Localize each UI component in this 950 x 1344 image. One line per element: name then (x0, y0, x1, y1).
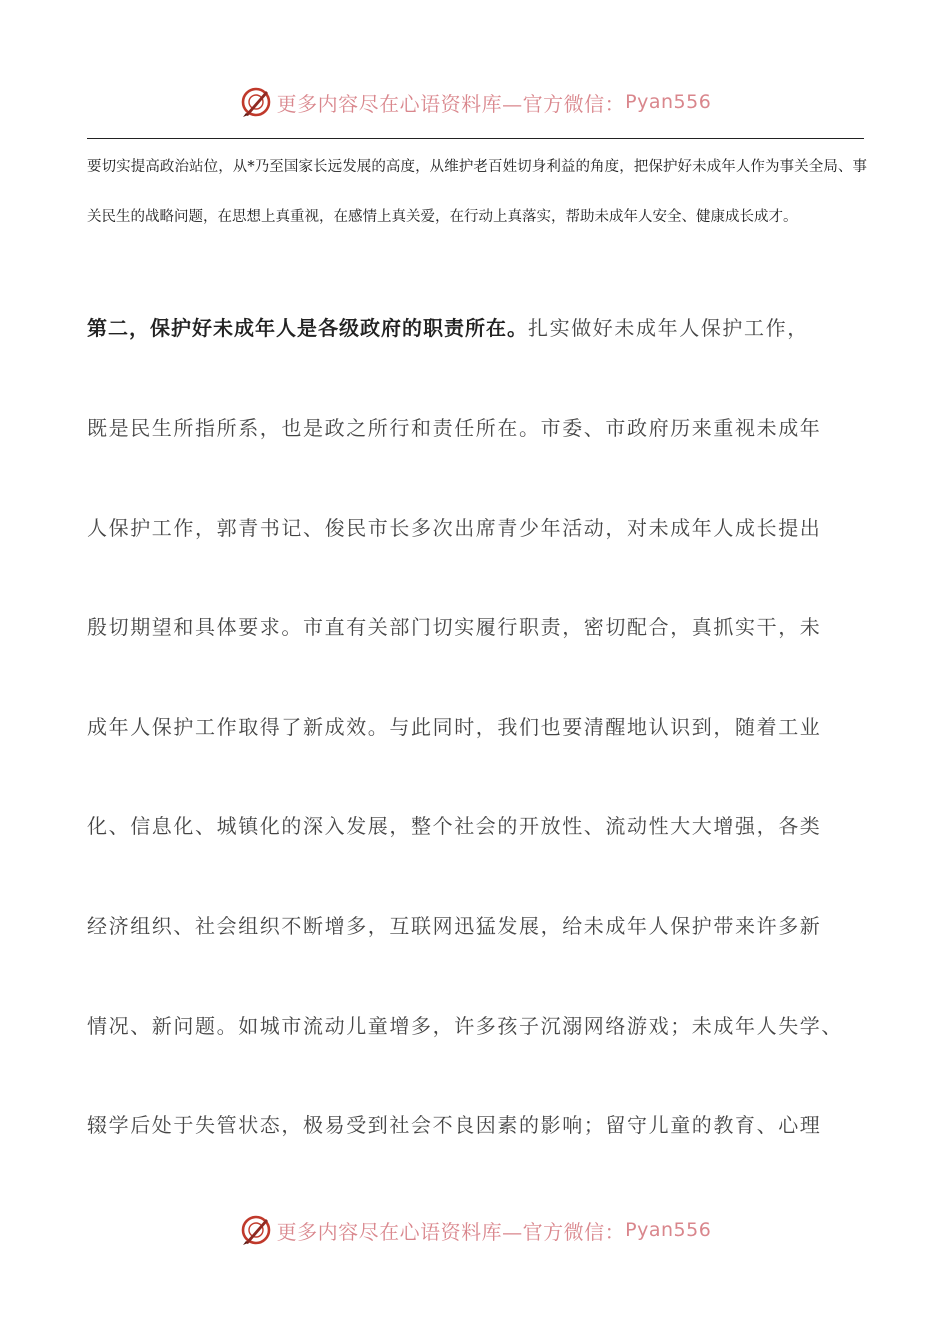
section-heading: 第二，保护好未成年人是各级政府的职责所在。 (87, 316, 528, 340)
footer-wechat-id: Pyan556 (625, 1219, 712, 1241)
body-line-7: 经济组织、社会组织不断增多，互联网迅猛发展，给未成年人保护带来许多新 (87, 914, 822, 938)
footer-banner-text: 更多内容尽在心语资料库—官方微信： (276, 1219, 626, 1244)
body-line-3: 人保护工作，郭青书记、俊民市长多次出席青少年活动，对未成年人成长提出 (87, 516, 822, 540)
body-line-1 (87, 312, 867, 341)
footer-banner (0, 1210, 950, 1250)
body-line-5: 成年人保护工作取得了新成效。与此同时，我们也要清醒地认识到，随着工业 (87, 715, 822, 739)
header-wechat-id: Pyan556 (625, 91, 712, 113)
body-line-1-text: 扎实做好未成年人保护工作， (528, 316, 809, 340)
header-divider (87, 138, 864, 139)
pen-circle-logo-icon (239, 85, 273, 119)
body-line-8: 情况、新问题。如城市流动儿童增多，许多孩子沉溺网络游戏；未成年人失学、 (87, 1014, 843, 1038)
body-line-2: 既是民生所指所系，也是政之所行和责任所在。市委、市政府历来重视未成年 (87, 416, 822, 440)
header-banner (0, 82, 950, 122)
pen-circle-logo-icon (239, 1213, 273, 1247)
body-line-6: 化、信息化、城镇化的深入发展，整个社会的开放性、流动性大大增强，各类 (87, 814, 822, 838)
header-banner-text: 更多内容尽在心语资料库—官方微信： (276, 91, 626, 116)
body-line-9: 辍学后处于失管状态，极易受到社会不良因素的影响；留守儿童的教育、心理 (87, 1113, 822, 1137)
body-line-4: 殷切期望和具体要求。市直有关部门切实履行职责，密切配合，真抓实干，未 (87, 615, 822, 639)
intro-paragraph: 要切实提高政治站位，从*乃至国家长远发展的高度，从维护老百姓切身利益的角度，把保护好未成年人作为事关全局、事关民生的战略问题，在思想上真重视，在感情上真关爱，在行动上真落实，帮助未成年人安全、健康成长成才。 (87, 159, 867, 225)
